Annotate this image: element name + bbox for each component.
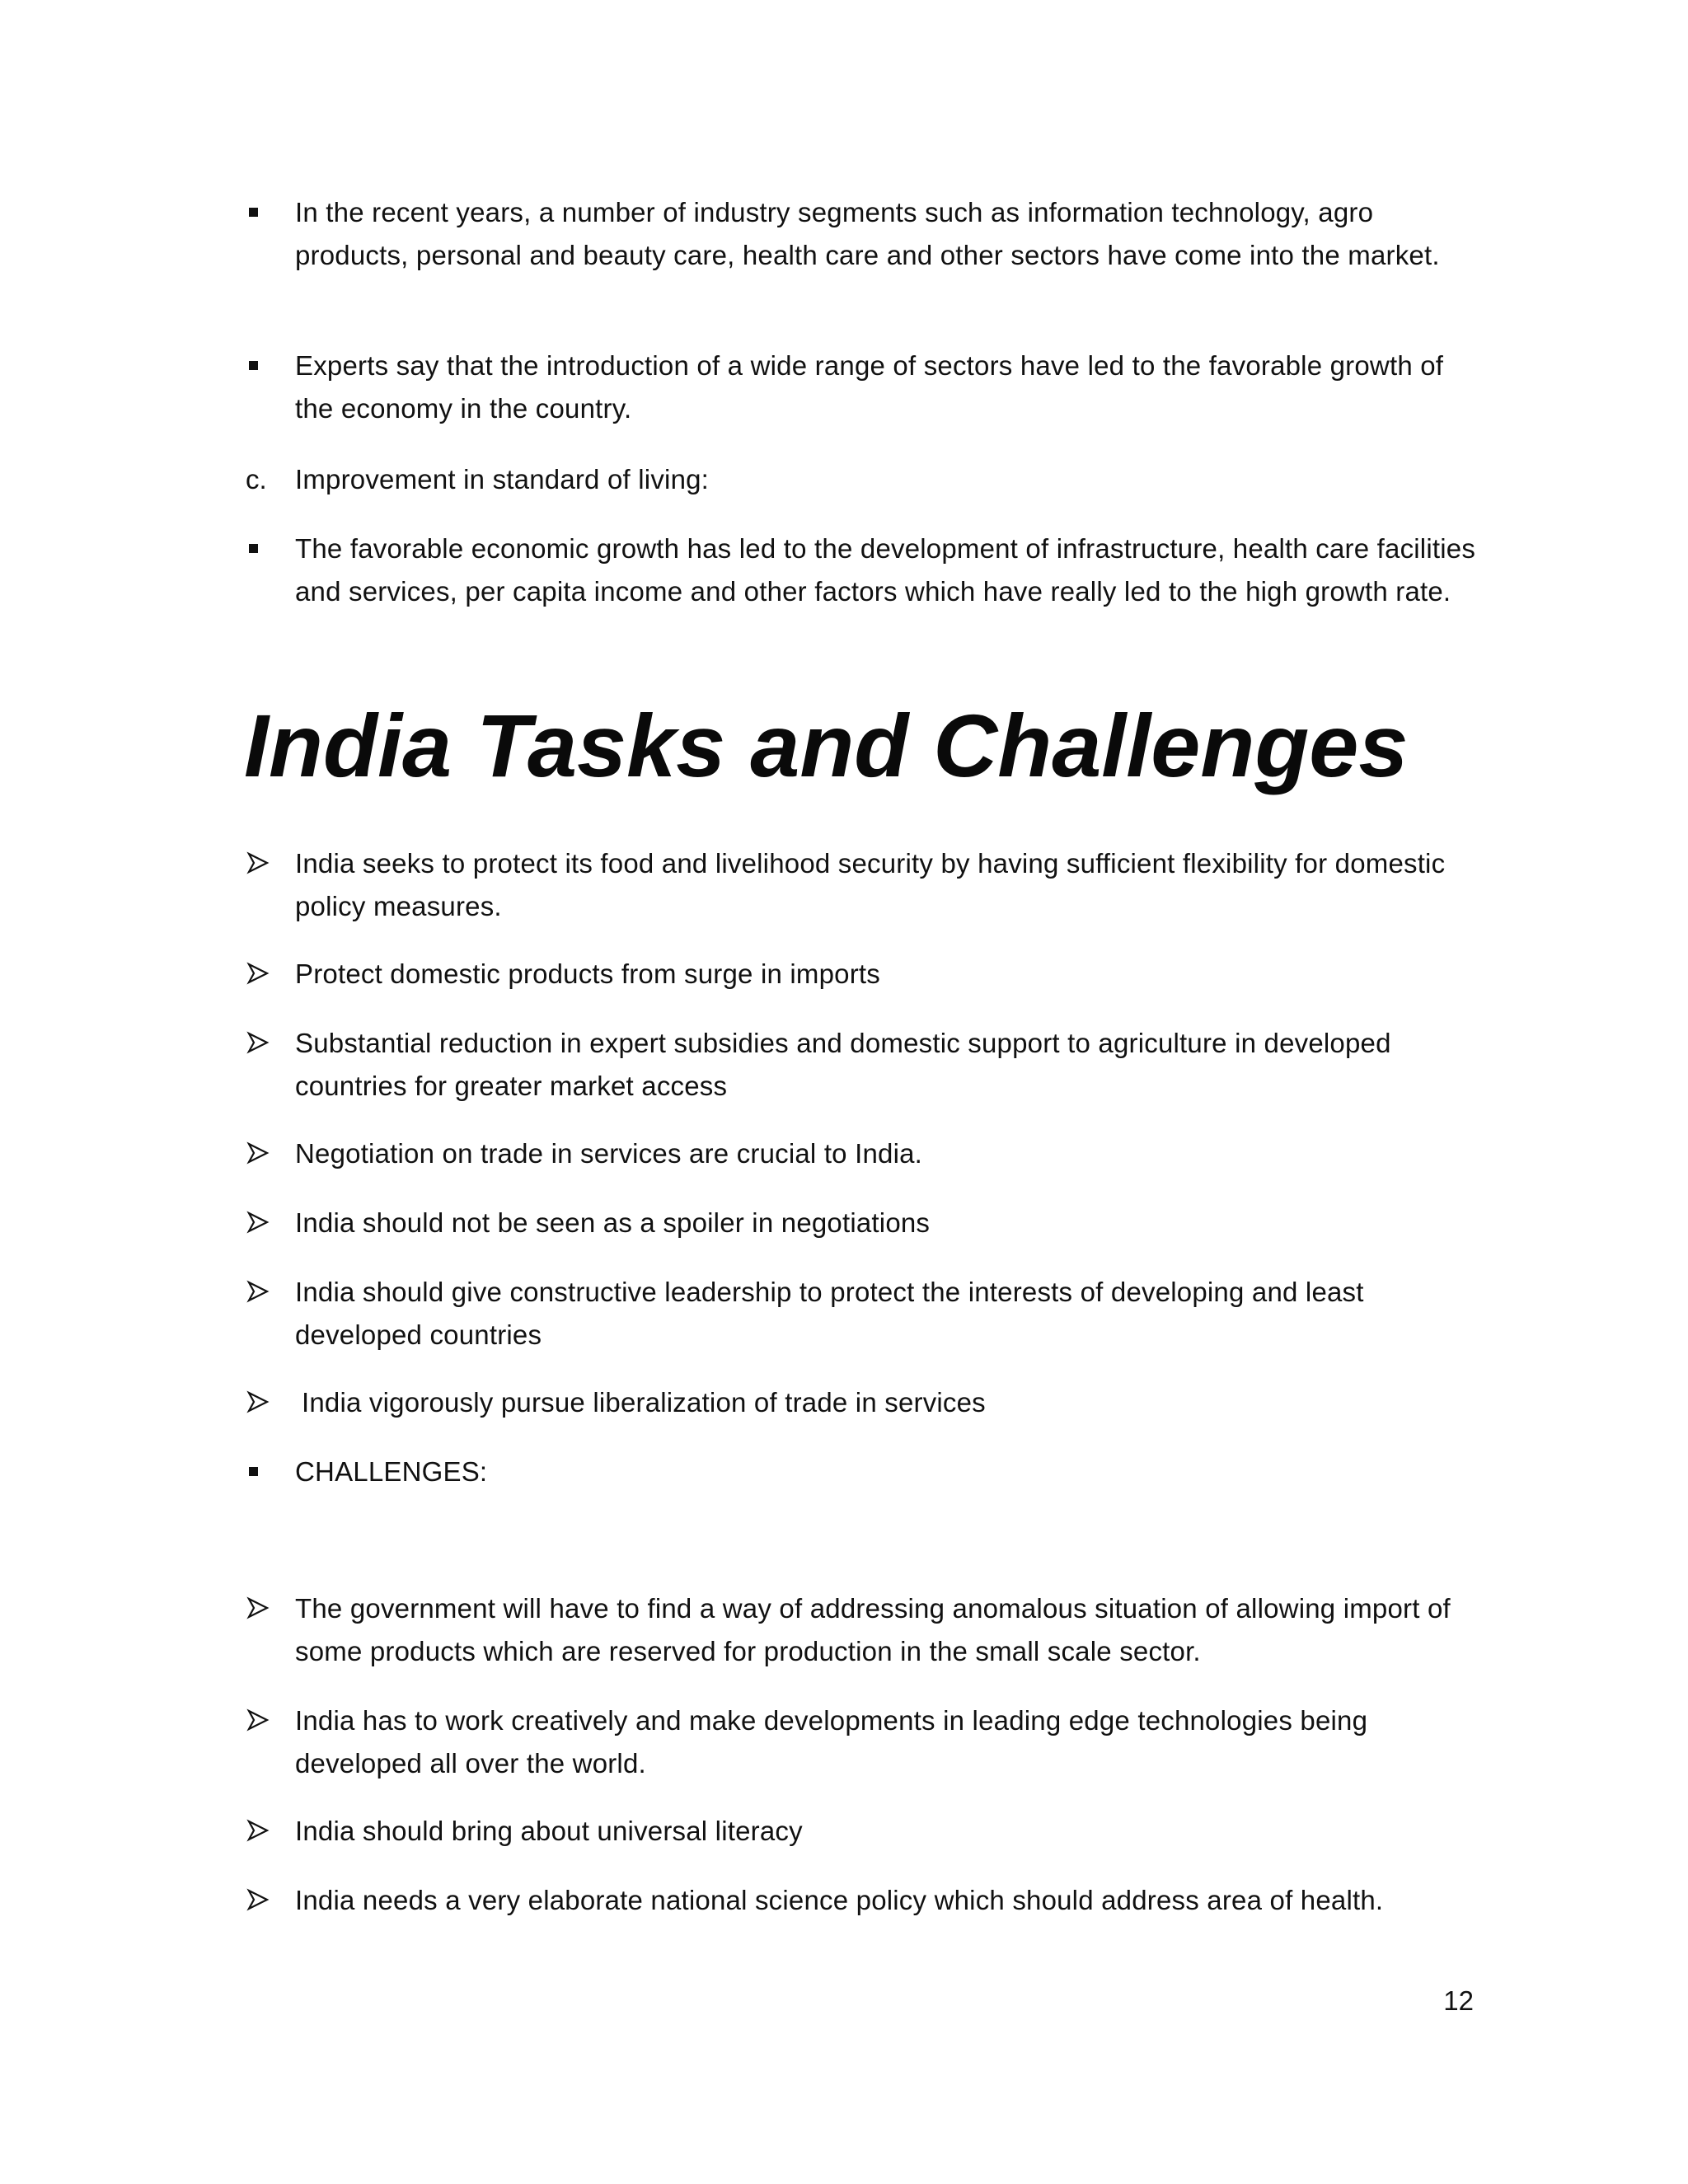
task-item: [246, 953, 1482, 996]
challenge-item: [246, 1699, 1482, 1785]
challenge-item: [246, 1587, 1482, 1673]
arrow-bullet-icon: [246, 1596, 270, 1620]
task-item: [246, 1381, 1482, 1424]
challenges-label: CHALLENGES:: [295, 1456, 488, 1487]
task-text: India seeks to protect its food and livelihood security by having sufficient flexibility for domestic policy measures.: [295, 848, 1446, 921]
task-item: [246, 1022, 1482, 1108]
task-text: India should not be seen as a spoiler in negotiations: [295, 1207, 931, 1238]
page-number: 12: [1443, 1985, 1474, 2016]
task-text: India should give constructive leadership to protect the interests of developing and least developed countries: [295, 1277, 1364, 1350]
challenge-text: India needs a very elaborate national science policy which should address area of health.: [295, 1885, 1384, 1915]
challenge-text: The government will have to find a way of addressing anomalous situation of allowing import of some products which are reserved for production in the small scale sector.: [295, 1593, 1451, 1666]
arrow-bullet-icon: [246, 961, 270, 986]
arrow-bullet-icon: [246, 1210, 270, 1235]
task-text: Protect domestic products from surge in imports: [295, 958, 880, 989]
square-bullet-icon: [249, 208, 258, 217]
arrow-bullet-icon: [246, 1279, 270, 1304]
arrow-bullet-icon: [246, 1141, 270, 1165]
task-item: [246, 1202, 1482, 1244]
square-bullet-icon: [249, 1467, 258, 1476]
task-text: Negotiation on trade in services are crucial to India.: [295, 1138, 923, 1169]
task-text: Substantial reduction in expert subsidies and domestic support to agriculture in developed countries for greater market access: [295, 1028, 1391, 1101]
subsection-text: Improvement in standard of living:: [295, 464, 710, 494]
section-heading: India Tasks and Challenges: [244, 696, 1409, 795]
bullet-text: Experts say that the introduction of a wide range of sectors have led to the favorable growth of the economy in the country.: [295, 350, 1444, 424]
task-item: [246, 1132, 1482, 1175]
challenges-label-item: [246, 1451, 1482, 1493]
bullet-item: [246, 344, 1482, 430]
subsection-item: [246, 458, 1482, 501]
bullet-item: [246, 191, 1482, 277]
challenge-text: India has to work creatively and make developments in leading edge technologies being developed all over the world.: [295, 1705, 1368, 1779]
challenge-text: India should bring about universal literacy: [295, 1816, 803, 1846]
square-bullet-icon: [249, 544, 258, 553]
challenge-item: [246, 1879, 1482, 1922]
arrow-bullet-icon: [246, 1390, 270, 1414]
bullet-text: The favorable economic growth has led to the development of infrastructure, health care facilities and services, per capita income and other factors which have really led to the high growth rate.: [295, 533, 1476, 607]
task-text: India vigorously pursue liberalization of trade in services: [302, 1387, 986, 1418]
task-item: [246, 842, 1482, 928]
arrow-bullet-icon: [246, 1030, 270, 1055]
bullet-item: [246, 527, 1482, 613]
arrow-bullet-icon: [246, 1708, 270, 1732]
arrow-bullet-icon: [246, 851, 270, 875]
arrow-bullet-icon: [246, 1818, 270, 1843]
task-item: [246, 1271, 1482, 1357]
arrow-bullet-icon: [246, 1887, 270, 1912]
bullet-text: In the recent years, a number of industry segments such as information technology, agro products, personal and beauty care, health care and other sectors have come into the market.: [295, 197, 1440, 270]
square-bullet-icon: [249, 361, 258, 370]
subsection-marker: c.: [246, 464, 267, 494]
challenge-item: [246, 1810, 1482, 1853]
